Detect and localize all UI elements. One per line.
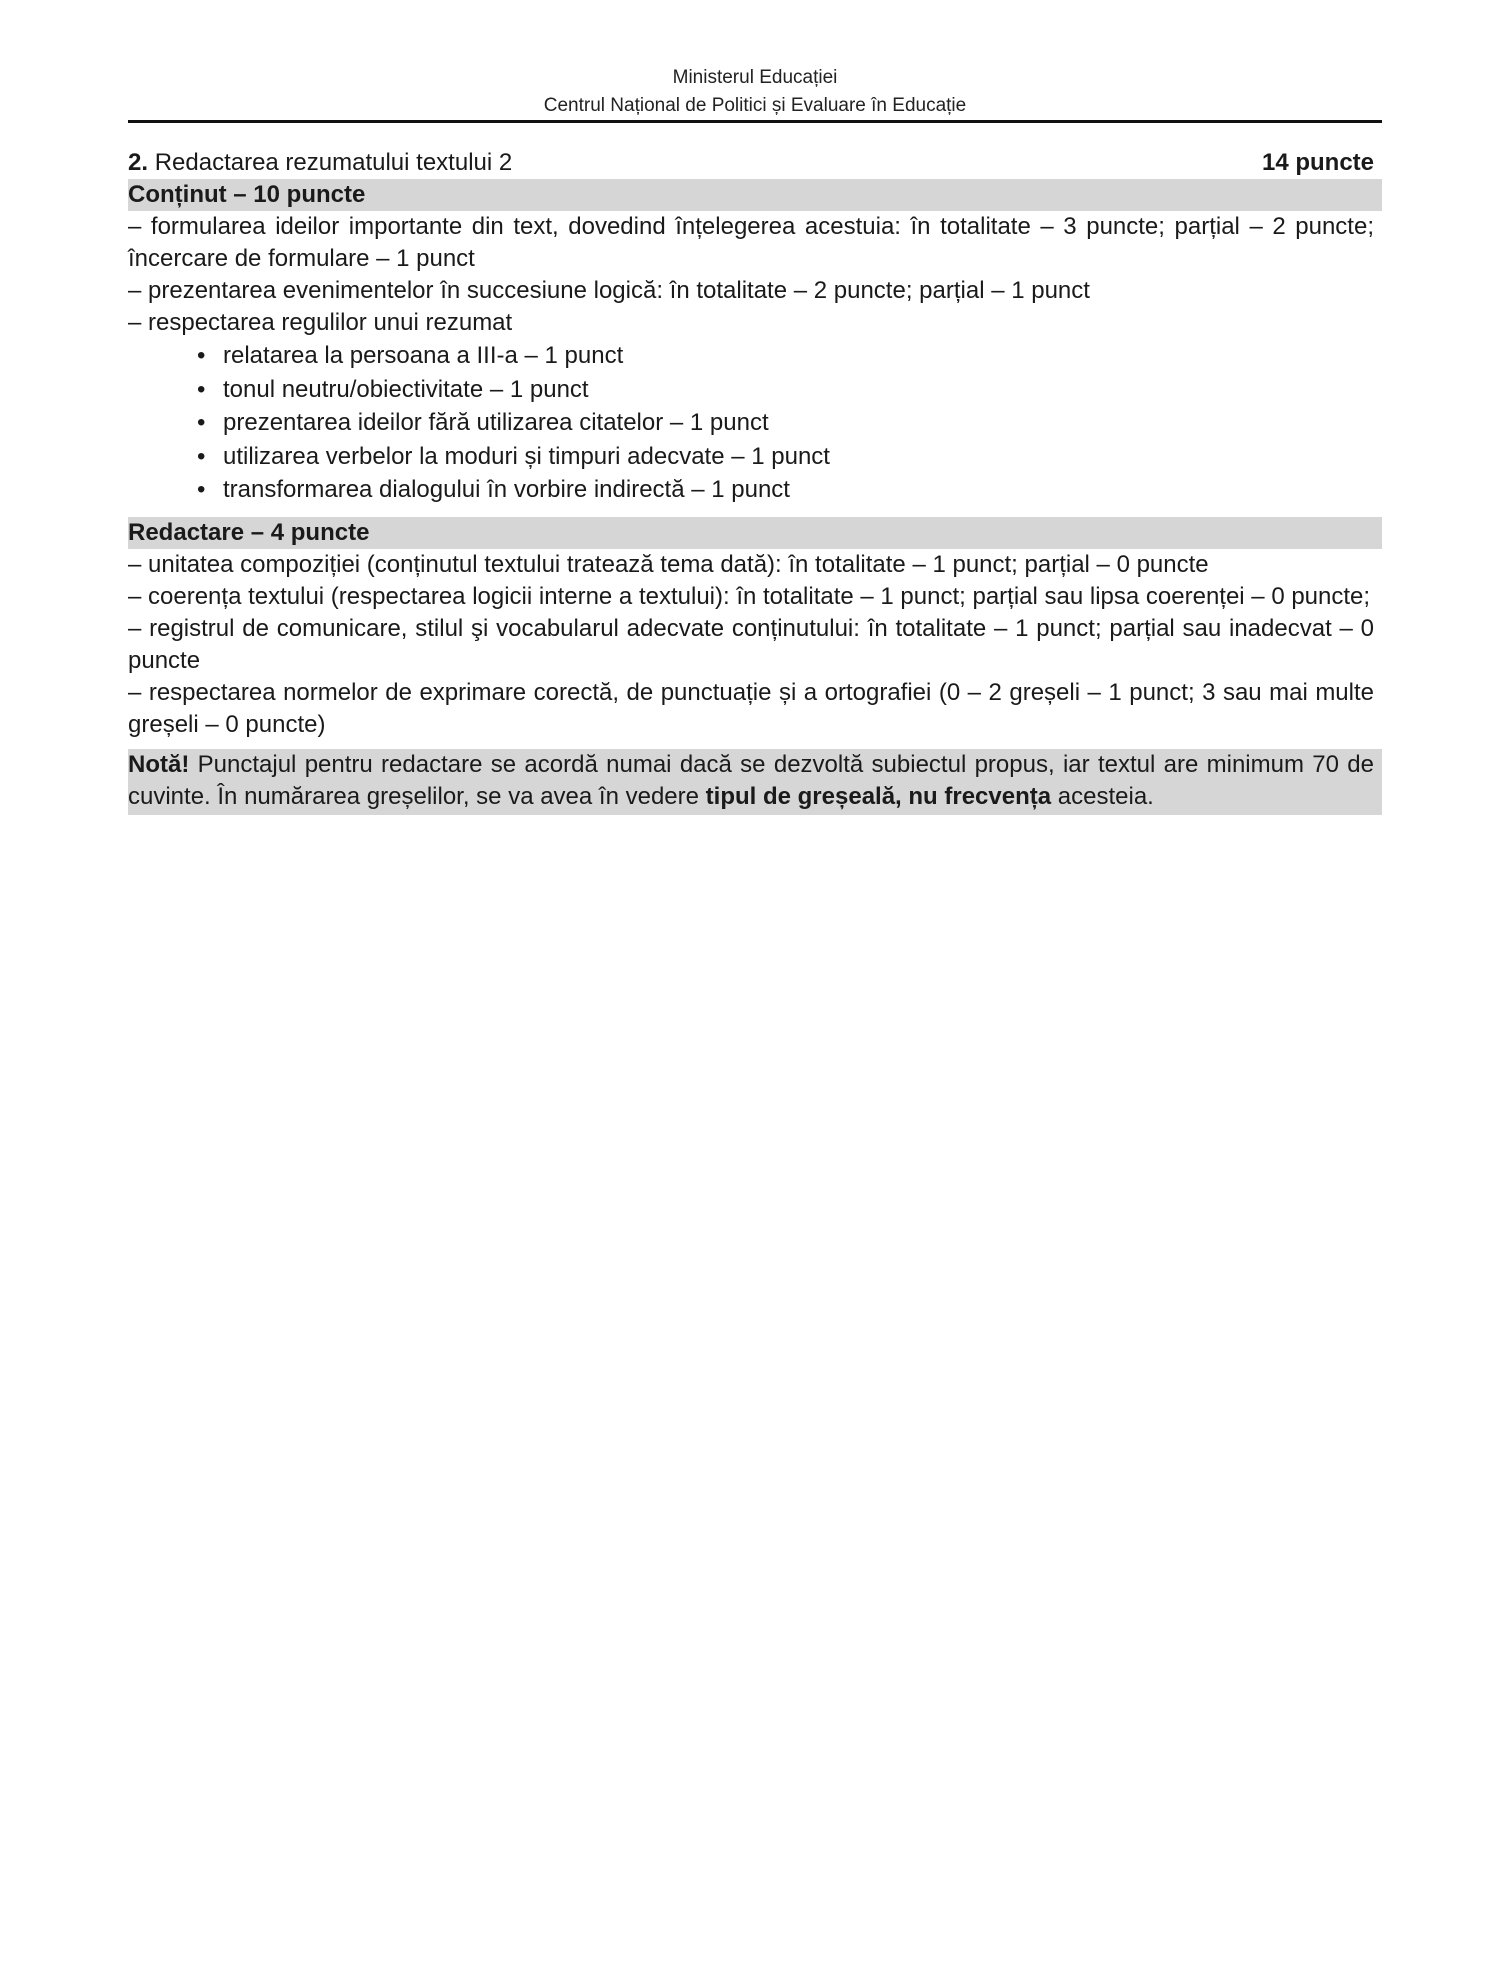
header-center: Centrul Național de Politici și Evaluare în Educație — [543, 95, 967, 116]
redactare-item: – registrul de comunicare, stilul şi vocabularul adecvate conținutului: în totalitate – 1 punct; parțial sau inadecvat – 0 puncte — [128, 614, 1374, 674]
list-item-text: utilizarea verbelor la moduri și timpuri adecvate – 1 punct — [223, 442, 830, 470]
item-points: 14 puncte — [1261, 149, 1374, 176]
bullet-icon: • — [197, 442, 206, 470]
note-text — [128, 749, 1374, 813]
note-box — [128, 749, 1382, 815]
list-item-text: transformarea dialogului în vorbire indirectă – 1 punct — [223, 476, 790, 503]
note-text-part2: acesteia. — [1051, 782, 1154, 810]
list-item-text: tonul neutru/obiectivitate – 1 punct — [223, 375, 589, 403]
redactare-item: – respectarea normelor de exprimare corectă, de punctuație și a ortografiei (0 – 2 greșeli – 1 punct; 3 sau mai multe greșeli – 0 puncte) — [128, 678, 1374, 738]
list-item-text: relatarea la persoana a III-a – 1 punct — [223, 342, 624, 369]
bullet-icon: • — [197, 375, 206, 403]
grading-scheme — [128, 147, 1374, 815]
header-ministry: Ministerul Educației — [672, 67, 838, 88]
note-text-part1: Punctajul pentru redactare se acordă numai dacă se dezvoltă subiectul propus, iar textul are minimum 70 de cuvinte. În numărarea greșelilor, se va avea în vedere — [128, 750, 1374, 810]
list-item — [128, 440, 1374, 474]
note-label: Notă! — [128, 750, 190, 778]
list-item — [128, 406, 1374, 440]
page-header — [128, 64, 1382, 120]
item-title-text: Redactarea rezumatului textului 2 — [154, 149, 513, 176]
continut-heading: Conținut – 10 puncte — [128, 179, 1382, 211]
rezumat-rules-list — [128, 339, 1374, 507]
continut-item: – formularea ideilor importante din text, dovedind înțelegerea acestuia: în totalitate – 3 puncte; parțial – 2 puncte; încercare de formulare – 1 punct — [128, 213, 1374, 272]
list-item — [128, 473, 1374, 507]
redactare-heading: Redactare – 4 puncte — [128, 517, 1382, 549]
bullet-icon: • — [197, 476, 206, 503]
note-emphasis: tipul de greșeală, nu frecvența — [705, 782, 1052, 810]
item-number: 2. — [128, 149, 149, 176]
continut-item: – respectarea regulilor unui rezumat — [128, 309, 513, 336]
bullet-icon: • — [197, 409, 206, 436]
redactare-item: – unitatea compoziției (conținutul textului tratează tema dată): în totalitate – 1 punct; parțial – 0 puncte — [128, 550, 1209, 578]
item-title-row — [128, 147, 1374, 179]
continut-item: – prezentarea evenimentelor în succesiune logică: în totalitate – 2 puncte; parțial – 1 punct — [128, 277, 1090, 304]
list-item — [128, 339, 1374, 373]
item-title — [128, 147, 512, 179]
bullet-icon: • — [197, 342, 206, 369]
redactare-item: – coerența textului (respectarea logicii interne a textului): în totalitate – 1 punct; parțial sau lipsa coerenței – 0 puncte; — [128, 582, 1371, 610]
header-divider — [128, 120, 1382, 123]
list-item — [128, 373, 1374, 407]
list-item-text: prezentarea ideilor fără utilizarea citatelor – 1 punct — [223, 409, 769, 436]
